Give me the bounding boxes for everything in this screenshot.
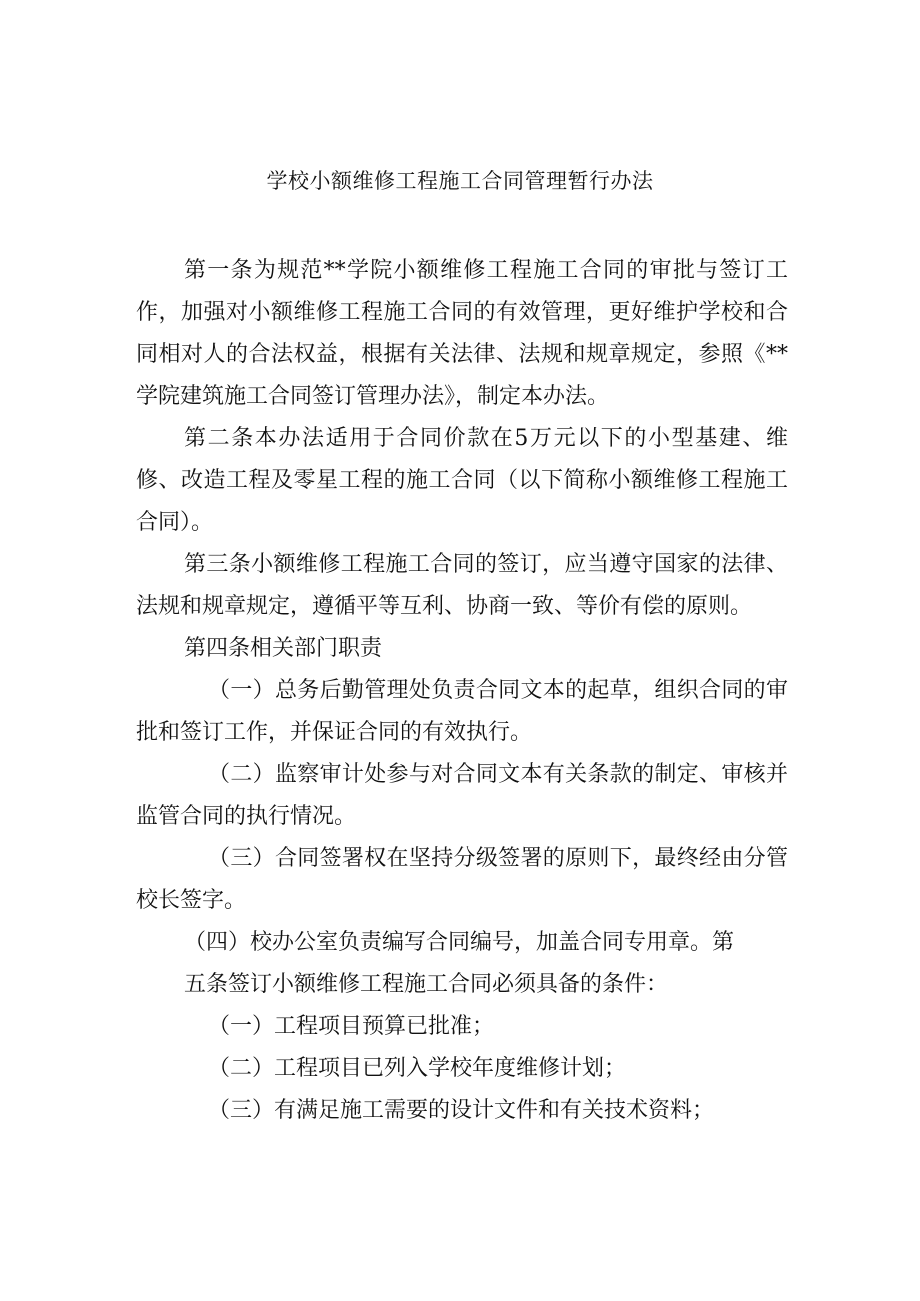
article-3-paragraph: 第三条小额维修工程施工合同的签订，应当遵守国家的法律、法规和规章规定，遵循平等互利、协商一致、等价有偿的原则。 — [136, 552, 788, 619]
article-5-item-3: （三）有满足施工需要的设计文件和有关技术资料； — [208, 1098, 715, 1123]
article-2-paragraph: 第二条本办法适用于合同价款在5万元以下的小型基建、维修、改造工程及零星工程的施工合同（以下简称小额维修工程施工合同）。 — [136, 426, 788, 535]
article-5-item-2: （二）工程项目已列入学校年度维修计划； — [208, 1056, 627, 1081]
document-body — [136, 250, 788, 1132]
article-4-item-2: （二）监察审计处参与对合同文本有关条款的制定、审核并监管合同的执行情况。 — [136, 762, 788, 829]
article-1-paragraph: 第一条为规范**学院小额维修工程施工合同的审批与签订工作，加强对小额维修工程施工合同的有效管理，更好维护学校和合同相对人的合法权益，根据有关法律、法规和规章规定，参照《**学院建筑施工合同签订管理办法》，制定本办法。 — [136, 258, 788, 409]
article-5-heading: 五条签订小额维修工程施工合同必须具备的条件： — [184, 972, 669, 997]
article-5-item-1: （一）工程项目预算已批准； — [208, 1014, 495, 1039]
article-4-item-4: （四）校办公室负责编写合同编号，加盖合同专用章。第 — [184, 930, 735, 955]
article-4-item-3: （三）合同签署权在坚持分级签署的原则下，最终经由分管校长签字。 — [136, 846, 788, 913]
article-4-item-1: （一）总务后勤管理处负责合同文本的起草，组织合同的审批和签订工作，并保证合同的有效执行。 — [136, 678, 788, 745]
article-4-heading: 第四条相关部门职责 — [184, 636, 383, 661]
document-title: 学校小额维修工程施工合同管理暂行办法 — [266, 169, 654, 193]
